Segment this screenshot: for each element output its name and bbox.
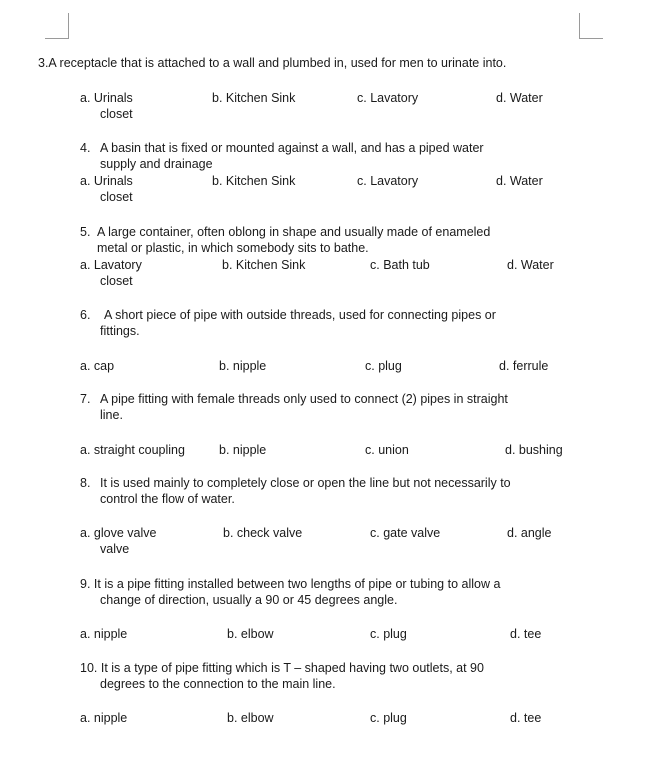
q4-option-c: c. Lavatory	[357, 174, 419, 188]
q10-option-d: d. tee	[510, 711, 542, 725]
q7-text-line2: line.	[100, 408, 123, 422]
q4-number: 4.	[80, 141, 91, 155]
q9-option-a: a. nipple	[80, 627, 128, 641]
q7-option-c: c. union	[365, 443, 409, 457]
crop-mark-left	[68, 13, 69, 39]
q10-option-b: b. elbow	[227, 711, 274, 725]
q3-option-b: b. Kitchen Sink	[212, 91, 296, 105]
q6-option-d: d. ferrule	[499, 359, 549, 373]
q4-text-line2: supply and drainage	[100, 157, 213, 171]
q10-text-line1: 10. It is a type of pipe fitting which is T – shaped having two outlets, at 90	[80, 661, 484, 675]
q6-option-a: a. cap	[80, 359, 115, 373]
question-3-text: 3.A receptacle that is attached to a wall and plumbed in, used for men to urinate into.	[38, 56, 507, 70]
q7-option-a: a. straight coupling	[80, 443, 185, 457]
q8-option-b: b. check valve	[223, 526, 303, 540]
q3-option-c: c. Lavatory	[357, 91, 419, 105]
q4-option-a: a. Urinals	[80, 174, 133, 188]
q5-option-b: b. Kitchen Sink	[222, 258, 306, 272]
q3-option-d: d. Water	[496, 91, 543, 105]
q10-text-line2: degrees to the connection to the main line.	[100, 677, 336, 691]
q4-option-b: b. Kitchen Sink	[212, 174, 296, 188]
crop-mark-right	[579, 38, 603, 39]
q4-option-a-cont: closet	[100, 190, 133, 204]
q8-text-line1: It is used mainly to completely close or open the line but not necessarily to	[100, 476, 511, 490]
q9-option-b: b. elbow	[227, 627, 274, 641]
q7-option-d: d. bushing	[505, 443, 563, 457]
q5-text-line1: A large container, often oblong in shape and usually made of enameled	[97, 225, 491, 239]
q9-option-d: d. tee	[510, 627, 542, 641]
q10-option-a: a. nipple	[80, 711, 128, 725]
q6-option-c: c. plug	[365, 359, 402, 373]
q4-text-line1: A basin that is fixed or mounted against a wall, and has a piped water	[100, 141, 484, 155]
q9-option-c: c. plug	[370, 627, 407, 641]
q5-option-a: a. Lavatory	[80, 258, 142, 272]
q7-option-b: b. nipple	[219, 443, 267, 457]
q5-option-a-cont: closet	[100, 274, 133, 288]
q8-option-d: d. angle	[507, 526, 552, 540]
q8-option-a-cont: valve	[100, 542, 130, 556]
q9-text-line2: change of direction, usually a 90 or 45 degrees angle.	[100, 593, 398, 607]
q7-text-line1: A pipe fitting with female threads only used to connect (2) pipes in straight	[100, 392, 508, 406]
q5-text-line2: metal or plastic, in which somebody sits to bathe.	[97, 241, 369, 255]
q6-option-b: b. nipple	[219, 359, 267, 373]
q8-option-c: c. gate valve	[370, 526, 441, 540]
q7-number: 7.	[80, 392, 91, 406]
q3-option-a: a. Urinals	[80, 91, 133, 105]
crop-mark-left	[45, 38, 69, 39]
q9-text-line1: 9. It is a pipe fitting installed between two lengths of pipe or tubing to allow a	[80, 577, 501, 591]
crop-mark-right	[579, 13, 580, 39]
q8-text-line2: control the flow of water.	[100, 492, 235, 506]
q3-option-a-cont: closet	[100, 107, 133, 121]
q5-option-d: d. Water	[507, 258, 554, 272]
q8-option-a: a. glove valve	[80, 526, 157, 540]
q6-text-line1: A short piece of pipe with outside threads, used for connecting pipes or	[104, 308, 496, 322]
q8-number: 8.	[80, 476, 91, 490]
q5-number: 5.	[80, 225, 91, 239]
q6-number: 6.	[80, 308, 91, 322]
q4-option-d: d. Water	[496, 174, 543, 188]
q6-text-line2: fittings.	[100, 324, 140, 338]
q10-option-c: c. plug	[370, 711, 407, 725]
q5-option-c: c. Bath tub	[370, 258, 430, 272]
